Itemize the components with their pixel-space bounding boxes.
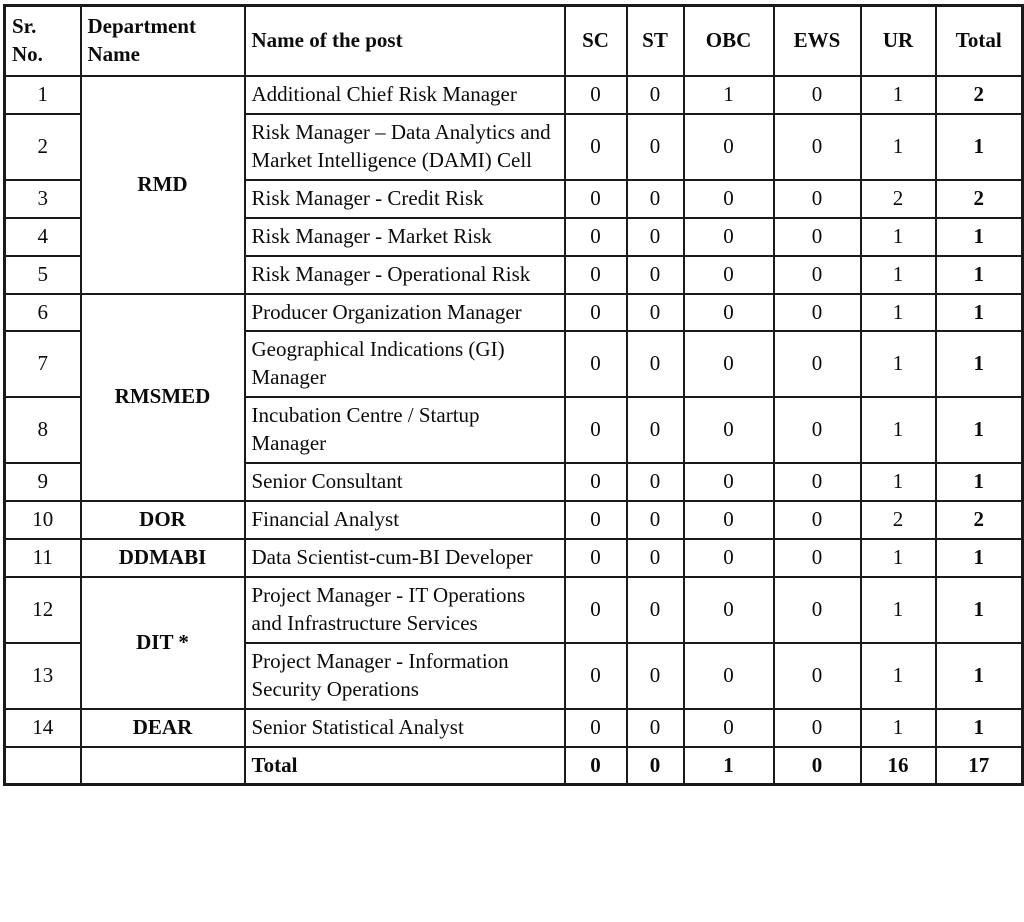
- obc-count-cell: 0: [684, 577, 774, 643]
- obc-count-cell: 0: [684, 463, 774, 501]
- row-serial-number: 5: [5, 256, 81, 294]
- st-count-cell: 0: [627, 180, 684, 218]
- post-name-cell: Geographical Indications (GI) Manager: [245, 331, 565, 397]
- sc-count-cell: 0: [565, 331, 627, 397]
- row-total-cell: 1: [936, 539, 1023, 577]
- column-header-sr-no: [5, 6, 81, 77]
- st-count-cell: 0: [627, 643, 684, 709]
- column-header-department-line1: Department: [87, 14, 196, 39]
- ews-count-cell: 0: [774, 218, 861, 256]
- row-serial-number: 14: [5, 709, 81, 747]
- row-total-cell: 1: [936, 463, 1023, 501]
- st-count-cell: 0: [627, 76, 684, 114]
- ur-count-cell: 1: [861, 256, 936, 294]
- ur-count-cell: 1: [861, 76, 936, 114]
- ews-count-cell: 0: [774, 643, 861, 709]
- sc-count-cell: 0: [565, 294, 627, 332]
- sc-count-cell: 0: [565, 463, 627, 501]
- table-header: [5, 6, 1023, 77]
- ur-count-cell: 1: [861, 709, 936, 747]
- row-total-cell: 1: [936, 643, 1023, 709]
- row-serial-number: 3: [5, 180, 81, 218]
- department-name-cell: DOR: [81, 501, 245, 539]
- st-count-cell: 0: [627, 331, 684, 397]
- table-row: [5, 501, 1023, 539]
- column-header-post: Name of the post: [245, 6, 565, 77]
- obc-count-cell: 0: [684, 256, 774, 294]
- obc-count-cell: 0: [684, 643, 774, 709]
- post-name-cell: Senior Consultant: [245, 463, 565, 501]
- ur-count-cell: 2: [861, 501, 936, 539]
- post-name-cell: Senior Statistical Analyst: [245, 709, 565, 747]
- grand-total-row: [5, 747, 1023, 785]
- ur-count-cell: 1: [861, 643, 936, 709]
- row-total-cell: 1: [936, 577, 1023, 643]
- row-total-cell: 2: [936, 76, 1023, 114]
- row-serial-number: 12: [5, 577, 81, 643]
- column-header-department-name: [81, 6, 245, 77]
- st-count-cell: 0: [627, 114, 684, 180]
- row-total-cell: 2: [936, 180, 1023, 218]
- st-count-cell: 0: [627, 256, 684, 294]
- post-name-cell: Risk Manager – Data Analytics and Market Intelligence (DAMI) Cell: [245, 114, 565, 180]
- obc-count-cell: 0: [684, 539, 774, 577]
- post-name-cell: Incubation Centre / Startup Manager: [245, 397, 565, 463]
- column-header-ews: EWS: [774, 6, 861, 77]
- row-total-cell: 1: [936, 331, 1023, 397]
- header-row: [5, 6, 1023, 77]
- post-name-cell: Risk Manager - Market Risk: [245, 218, 565, 256]
- post-name-cell: Financial Analyst: [245, 501, 565, 539]
- post-name-cell: Producer Organization Manager: [245, 294, 565, 332]
- sc-count-cell: 0: [565, 709, 627, 747]
- ur-count-cell: 1: [861, 539, 936, 577]
- department-name-cell: RMD: [81, 76, 245, 294]
- sc-count-cell: 0: [565, 76, 627, 114]
- row-total-cell: 1: [936, 709, 1023, 747]
- row-serial-number: 10: [5, 501, 81, 539]
- department-name-cell: RMSMED: [81, 294, 245, 502]
- row-serial-number: 8: [5, 397, 81, 463]
- ews-count-cell: 0: [774, 577, 861, 643]
- department-name-cell: DDMABI: [81, 539, 245, 577]
- st-count-cell: 0: [627, 539, 684, 577]
- obc-count-cell: 0: [684, 397, 774, 463]
- grand-total-st: 0: [627, 747, 684, 785]
- vacancy-distribution-table: [3, 4, 1024, 786]
- row-total-cell: 2: [936, 501, 1023, 539]
- post-name-cell: Risk Manager - Credit Risk: [245, 180, 565, 218]
- ews-count-cell: 0: [774, 256, 861, 294]
- ur-count-cell: 2: [861, 180, 936, 218]
- obc-count-cell: 0: [684, 294, 774, 332]
- row-total-cell: 1: [936, 397, 1023, 463]
- sc-count-cell: 0: [565, 218, 627, 256]
- column-header-sc: SC: [565, 6, 627, 77]
- grand-total-sc: 0: [565, 747, 627, 785]
- ur-count-cell: 1: [861, 331, 936, 397]
- post-name-cell: Risk Manager - Operational Risk: [245, 256, 565, 294]
- post-name-cell: Additional Chief Risk Manager: [245, 76, 565, 114]
- st-count-cell: 0: [627, 397, 684, 463]
- sc-count-cell: 0: [565, 501, 627, 539]
- table-row: [5, 76, 1023, 114]
- ews-count-cell: 0: [774, 331, 861, 397]
- ur-count-cell: 1: [861, 218, 936, 256]
- table-footer: [5, 747, 1023, 785]
- obc-count-cell: 0: [684, 331, 774, 397]
- row-serial-number: 2: [5, 114, 81, 180]
- row-total-cell: 1: [936, 256, 1023, 294]
- ews-count-cell: 0: [774, 501, 861, 539]
- ur-count-cell: 1: [861, 397, 936, 463]
- sc-count-cell: 0: [565, 397, 627, 463]
- ews-count-cell: 0: [774, 114, 861, 180]
- ews-count-cell: 0: [774, 463, 861, 501]
- ur-count-cell: 1: [861, 114, 936, 180]
- ews-count-cell: 0: [774, 294, 861, 332]
- obc-count-cell: 1: [684, 76, 774, 114]
- sc-count-cell: 0: [565, 539, 627, 577]
- department-name-cell: DIT *: [81, 577, 245, 709]
- obc-count-cell: 0: [684, 114, 774, 180]
- column-header-st: ST: [627, 6, 684, 77]
- sc-count-cell: 0: [565, 180, 627, 218]
- st-count-cell: 0: [627, 577, 684, 643]
- row-serial-number: 1: [5, 76, 81, 114]
- st-count-cell: 0: [627, 709, 684, 747]
- ur-count-cell: 1: [861, 577, 936, 643]
- grand-total-obc: 1: [684, 747, 774, 785]
- row-total-cell: 1: [936, 218, 1023, 256]
- column-header-total: Total: [936, 6, 1023, 77]
- obc-count-cell: 0: [684, 180, 774, 218]
- column-header-sr-no-line1: Sr.: [12, 14, 37, 39]
- post-name-cell: Data Scientist-cum-BI Developer: [245, 539, 565, 577]
- grand-total-sr: [5, 747, 81, 785]
- grand-total-total: 17: [936, 747, 1023, 785]
- post-name-cell: Project Manager - IT Operations and Infrastructure Services: [245, 577, 565, 643]
- column-header-sr-no-line2: No.: [12, 42, 43, 66]
- table-row: [5, 709, 1023, 747]
- column-header-obc: OBC: [684, 6, 774, 77]
- row-total-cell: 1: [936, 114, 1023, 180]
- sc-count-cell: 0: [565, 114, 627, 180]
- row-serial-number: 7: [5, 331, 81, 397]
- row-serial-number: 6: [5, 294, 81, 332]
- ur-count-cell: 1: [861, 463, 936, 501]
- st-count-cell: 0: [627, 463, 684, 501]
- ews-count-cell: 0: [774, 76, 861, 114]
- row-serial-number: 13: [5, 643, 81, 709]
- row-serial-number: 4: [5, 218, 81, 256]
- post-name-cell: Project Manager - Information Security Operations: [245, 643, 565, 709]
- obc-count-cell: 0: [684, 218, 774, 256]
- obc-count-cell: 0: [684, 501, 774, 539]
- row-total-cell: 1: [936, 294, 1023, 332]
- st-count-cell: 0: [627, 501, 684, 539]
- st-count-cell: 0: [627, 294, 684, 332]
- obc-count-cell: 0: [684, 709, 774, 747]
- grand-total-ur: 16: [861, 747, 936, 785]
- sc-count-cell: 0: [565, 256, 627, 294]
- grand-total-department: [81, 747, 245, 785]
- column-header-department-line2: Name: [87, 42, 140, 66]
- table-body: [5, 76, 1023, 747]
- ews-count-cell: 0: [774, 180, 861, 218]
- ews-count-cell: 0: [774, 539, 861, 577]
- ews-count-cell: 0: [774, 709, 861, 747]
- ur-count-cell: 1: [861, 294, 936, 332]
- sc-count-cell: 0: [565, 643, 627, 709]
- table-row: [5, 539, 1023, 577]
- sc-count-cell: 0: [565, 577, 627, 643]
- grand-total-ews: 0: [774, 747, 861, 785]
- table-row: [5, 294, 1023, 332]
- grand-total-label: Total: [245, 747, 565, 785]
- row-serial-number: 11: [5, 539, 81, 577]
- row-serial-number: 9: [5, 463, 81, 501]
- department-name-cell: DEAR: [81, 709, 245, 747]
- ews-count-cell: 0: [774, 397, 861, 463]
- column-header-ur: UR: [861, 6, 936, 77]
- st-count-cell: 0: [627, 218, 684, 256]
- table-row: [5, 577, 1023, 643]
